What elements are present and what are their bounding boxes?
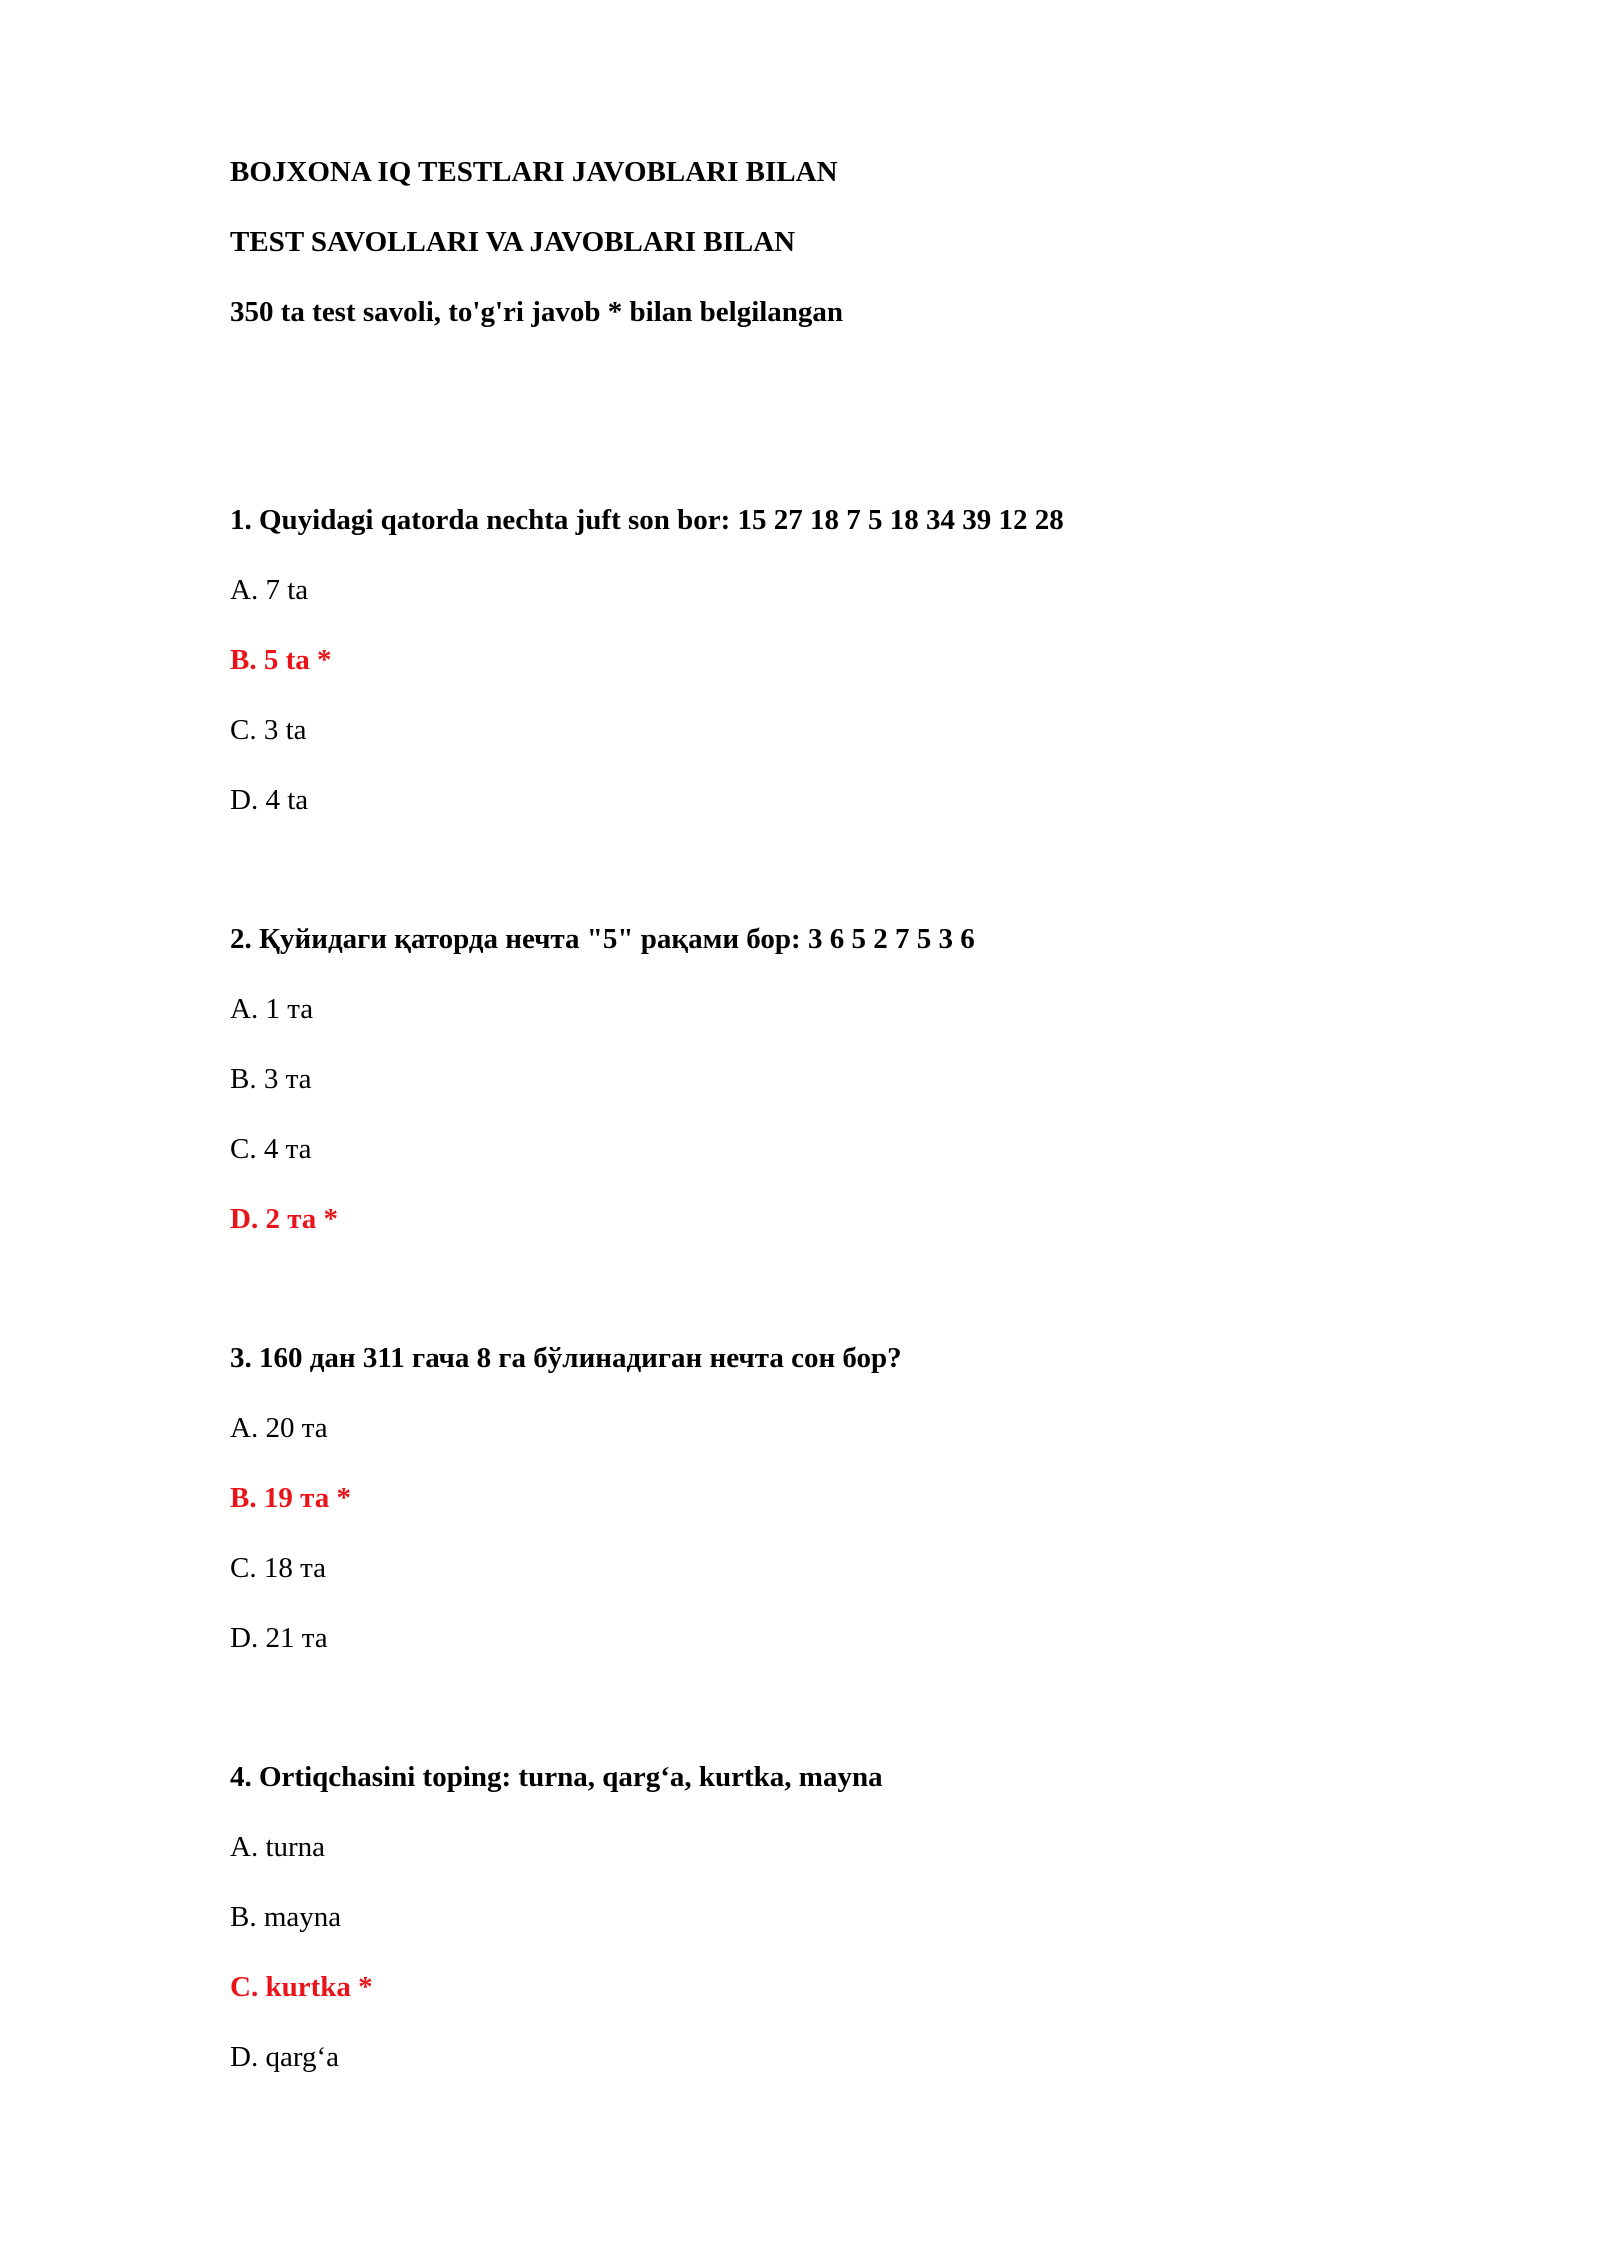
answer-option: D. 21 та [230, 1622, 328, 1654]
question-text: 3. 160 дан 311 гача 8 га бўлинадиган нечта сон бор? [230, 1342, 902, 1374]
question-text: 4. Ortiqchasini toping: turna, qarg‘a, kurtka, mayna [230, 1761, 883, 1793]
document-subtitle: TEST SAVOLLARI VA JAVOBLARI BILAN [230, 226, 796, 258]
question-text: 1. Quyidagi qatorda nechta juft son bor: 15 27 18 7 5 18 34 39 12 28 [230, 504, 1064, 536]
answer-option: B. 3 та [230, 1063, 312, 1095]
document-title: BOJXONA IQ TESTLARI JAVOBLARI BILAN [230, 156, 838, 188]
answer-option: A. turna [230, 1831, 326, 1863]
answer-option: D. qarg‘a [230, 2041, 339, 2073]
question-text: 2. Қуйидаги қаторда нечта "5" рақами бор: 3 6 5 2 7 5 3 6 [230, 923, 975, 955]
answer-option: D. 4 ta [230, 784, 309, 816]
answer-option: B. mayna [230, 1901, 342, 1933]
answer-option: A. 1 та [230, 993, 314, 1025]
answer-option-correct: B. 5 ta * [230, 644, 332, 676]
answer-option-correct: D. 2 та * [230, 1203, 339, 1235]
answer-option: C. 4 та [230, 1133, 312, 1165]
answer-option-correct: B. 19 та * [230, 1482, 351, 1514]
document-note: 350 ta test savoli, to'g'ri javob * bilan belgilangan [230, 296, 844, 328]
answer-option-correct: C. kurtka * [230, 1971, 373, 2003]
answer-option: C. 3 ta [230, 714, 307, 746]
answer-option: A. 20 та [230, 1412, 328, 1444]
answer-option: C. 18 та [230, 1552, 326, 1584]
answer-option: A. 7 ta [230, 574, 309, 606]
